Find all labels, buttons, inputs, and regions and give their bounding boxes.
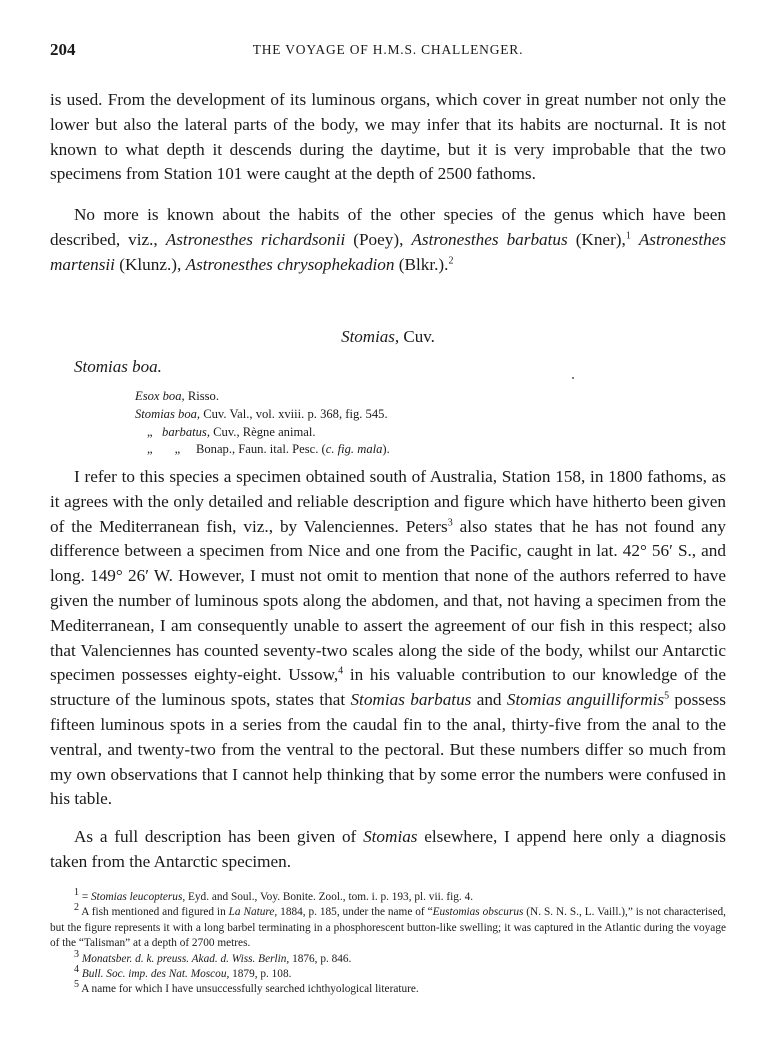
running-title: THE VOYAGE OF H.M.S. CHALLENGER. <box>252 42 524 57</box>
synonymy-line: „ „ Bonap., Faun. ital. Pesc. (c. fig. mala). <box>147 442 390 457</box>
page-header <box>50 40 726 64</box>
footnote-3: $^3$ Monatsber. d. k. preuss. Akad. d. Wiss. Berlin, 1876, p. 846. <box>74 948 352 965</box>
paragraph-specimen: I refer to this species a specimen obtained south of Australia, Station 158, in 1800 fathoms, as it agrees with the only detailed and reliable description and figure which have hitherto been given of the Mediterranean fish, viz., by Valenciennes. Peters$^3$ also states that he has not found any difference between a specimen from Nice and one from the Pacific, caught in lat. 42° 56′ S., and long. 149° 26′ W. However, I must not omit to mention that none of the authors referred to have given the number of luminous spots along the abdomen, and that, not having a specimen from the Mediterranean, I am consequently unable to assert the agreement of our fish in this respect; also that Valenciennes has counted seventy-two scales along the side of the body, whilst our Antarctic specimen possesses eighty-eight. Ussow,$^4$ in his valuable contribution to our knowledge of the structure of the luminous spots, states that Stomias barbatus and Stomias anguilliformis$^5$ possess fifteen luminous spots in a series from the caudal fin to the anal, thirty-five from the anal to the ventral, and twenty-two from the ventral to the pectoral. But these numbers differ so much from my own observations that I cannot help thinking that by some error the numbers were confused in his table. <box>50 467 726 809</box>
species-name-2: Astronesthes barbatus <box>411 229 568 249</box>
genus-reference: Stomias <box>363 827 418 846</box>
footnote-ref-5[interactable]: 5 <box>664 690 670 702</box>
footnote-5: $^5$ A name for which I have unsuccessfully searched ichthyological literature. <box>74 979 419 996</box>
footnote-2: $^2$ A fish mentioned and figured in La Nature, 1884, p. 185, under the name of “Eustomias obscurus (N. S. N. S., L. Vaill.),” is not characterised, but the figure represents it with a long barbel terminating in a phosphorescent button-like swelling; it was captured in the Atlantic during the voyage of the “Talisman” at a depth of 2700 metres. <box>50 902 726 950</box>
synonymy-line: Stomias boa, Cuv. Val., vol. xviii. p. 368, fig. 545. <box>135 406 388 421</box>
footnote-1: $^1$ = Stomias leucopterus, Eyd. and Soul., Voy. Bonite. Zool., tom. i. p. 193, pl. vii. fig. 4. <box>74 887 474 903</box>
species-name-6: Stomias anguilliformis <box>506 690 665 710</box>
synonymy-line: „ barbatus, Cuv., Règne animal. <box>147 424 316 439</box>
species-heading: Stomias boa. <box>74 357 162 376</box>
footnote-ref-1[interactable]: 1 <box>625 230 631 242</box>
genus-name: Stomias, <box>341 327 400 346</box>
footnote-4: $^4$ Bull. Soc. imp. des Nat. Moscou, 1879, p. 108. <box>74 964 292 981</box>
synonymy-list <box>135 388 390 459</box>
paragraph-diagnosis: As a full description has been given of Stomias elsewhere, I append here only a diagnosis taken from the Antarctic specimen. <box>50 827 726 871</box>
footnote-ref-2[interactable]: 2 <box>448 254 454 266</box>
synonymy-line: Esox boa, Risso. <box>135 389 219 403</box>
footnotes <box>50 887 726 998</box>
footnote-ref-3[interactable]: 3 <box>447 516 453 528</box>
paragraph-other-species: No more is known about the habits of the other species of the genus which have been described, viz., Astronesthes richardsonii (Poey), Astronesthes barbatus (Kner),$^1$ Astronesthes martensii (Klunz.), Astronesthes chrysophekadion (Blkr.).$^2$ <box>50 205 727 274</box>
species-name-1: Astronesthes richardsonii <box>165 229 346 249</box>
species-name-4: Astronesthes chrysophekadion <box>185 254 395 274</box>
paragraph-habits: is used. From the development of its luminous organs, which cover in great number not only the lower but also the lateral parts of the body, we may infer that its habits are nocturnal. It is not known to what depth it descends during the daytime, but it is very improbable that the two specimens from Station 101 were caught at the depth of 2500 fathoms. <box>50 90 726 184</box>
page-number: 204 <box>50 40 76 59</box>
species-name-3: Astronesthes martensii <box>50 229 727 274</box>
genus-author: Cuv. <box>399 327 435 346</box>
species-name-5: Stomias barbatus <box>350 690 472 710</box>
stray-mark <box>572 377 574 379</box>
section-heading <box>0 327 776 347</box>
footnote-ref-4[interactable]: 4 <box>338 665 344 677</box>
